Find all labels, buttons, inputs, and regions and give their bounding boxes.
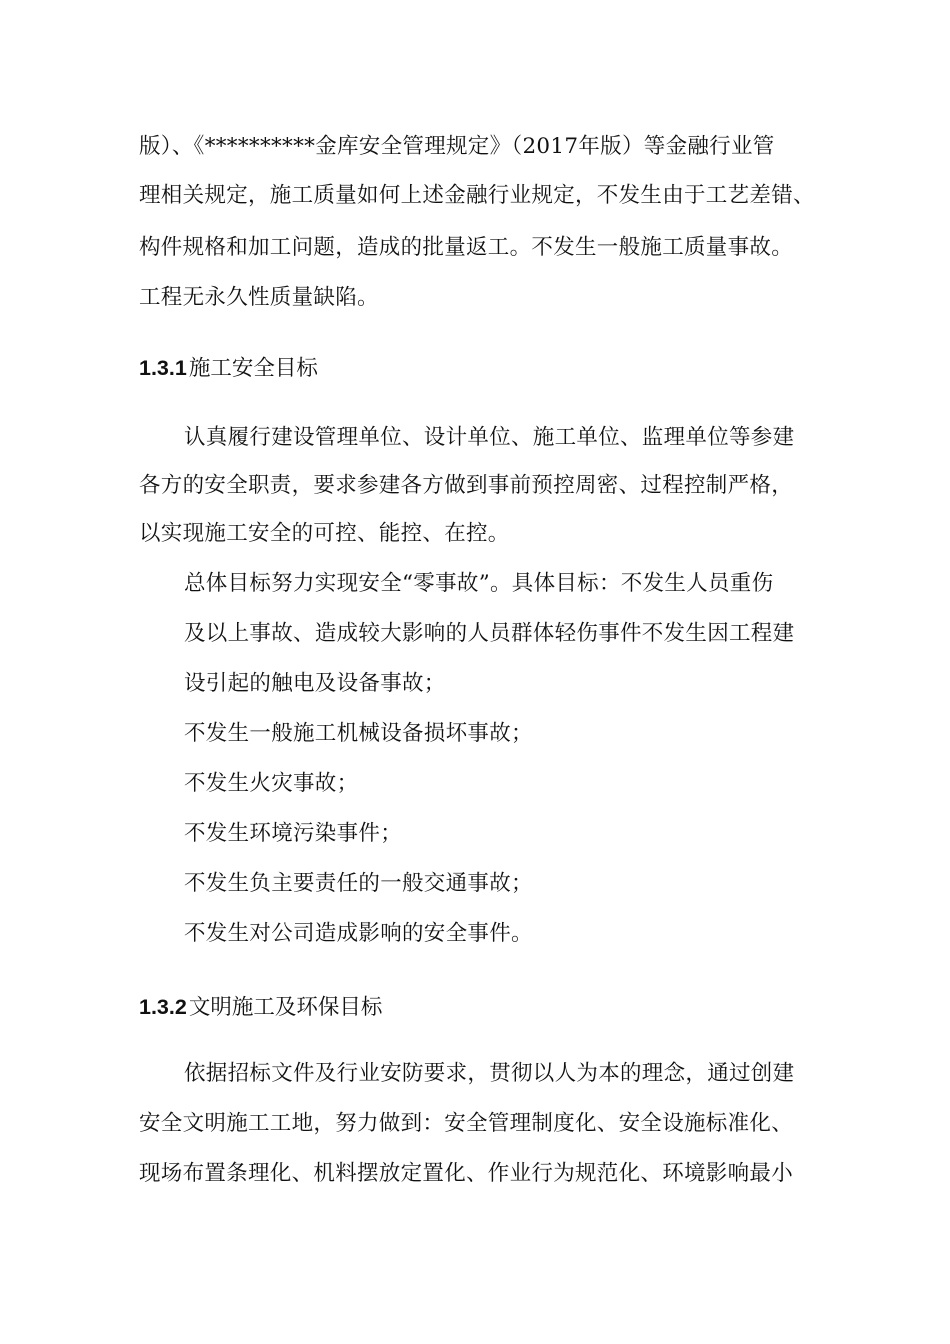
intro-line-1: 版）、《**********金库安全管理规定》（2017年版）等金融行业管 (139, 134, 775, 159)
section-number: 1.3.1 (139, 356, 187, 380)
safety-item: 不发生负主要责任的一般交通事故； (184, 871, 533, 896)
section-heading-1-3-1 (139, 354, 318, 383)
intro-line-2: 理相关规定，施工质量如何上述金融行业规定，不发生由于工艺差错、 (139, 183, 815, 208)
civil-para1-line-2: 安全文明施工工地，努力做到：安全管理制度化、安全设施标准化、 (139, 1111, 794, 1136)
safety-item: 不发生一般施工机械设备损坏事故； (184, 721, 533, 746)
section-number: 1.3.2 (139, 995, 187, 1019)
safety-item: 不发生对公司造成影响的安全事件。 (184, 921, 533, 946)
civil-para1-line-3: 现场布置条理化、机料摆放定置化、作业行为规范化、环境影响最小 (139, 1161, 794, 1186)
safety-item: 不发生火灾事故； (184, 771, 359, 796)
intro-line-3: 构件规格和加工问题，造成的批量返工。不发生一般施工质量事故。 (139, 235, 794, 260)
civil-para1-line-1: 依据招标文件及行业安防要求，贯彻以人为本的理念，通过创建 (184, 1061, 795, 1086)
section-title: 施工安全目标 (188, 356, 318, 381)
section-title: 文明施工及环保目标 (188, 995, 383, 1020)
safety-para1-line-3: 以实现施工安全的可控、能控、在控。 (139, 521, 510, 546)
safety-item: 不发生环境污染事件； (184, 821, 403, 846)
safety-para1-line-1: 认真履行建设管理单位、设计单位、施工单位、监理单位等参建 (184, 425, 795, 450)
intro-line-4: 工程无永久性质量缺陷。 (139, 285, 379, 310)
safety-para2-line-3: 设引起的触电及设备事故； (184, 671, 446, 696)
section-heading-1-3-2 (139, 993, 382, 1022)
safety-para2-line-2: 及以上事故、造成较大影响的人员群体轻伤事件不发生因工程建 (184, 621, 795, 646)
safety-para1-line-2: 各方的安全职责，要求参建各方做到事前预控周密、过程控制严格， (139, 473, 794, 498)
safety-para2-line-1: 总体目标努力实现安全“零事故”。具体目标：不发生人员重伤 (184, 571, 774, 596)
